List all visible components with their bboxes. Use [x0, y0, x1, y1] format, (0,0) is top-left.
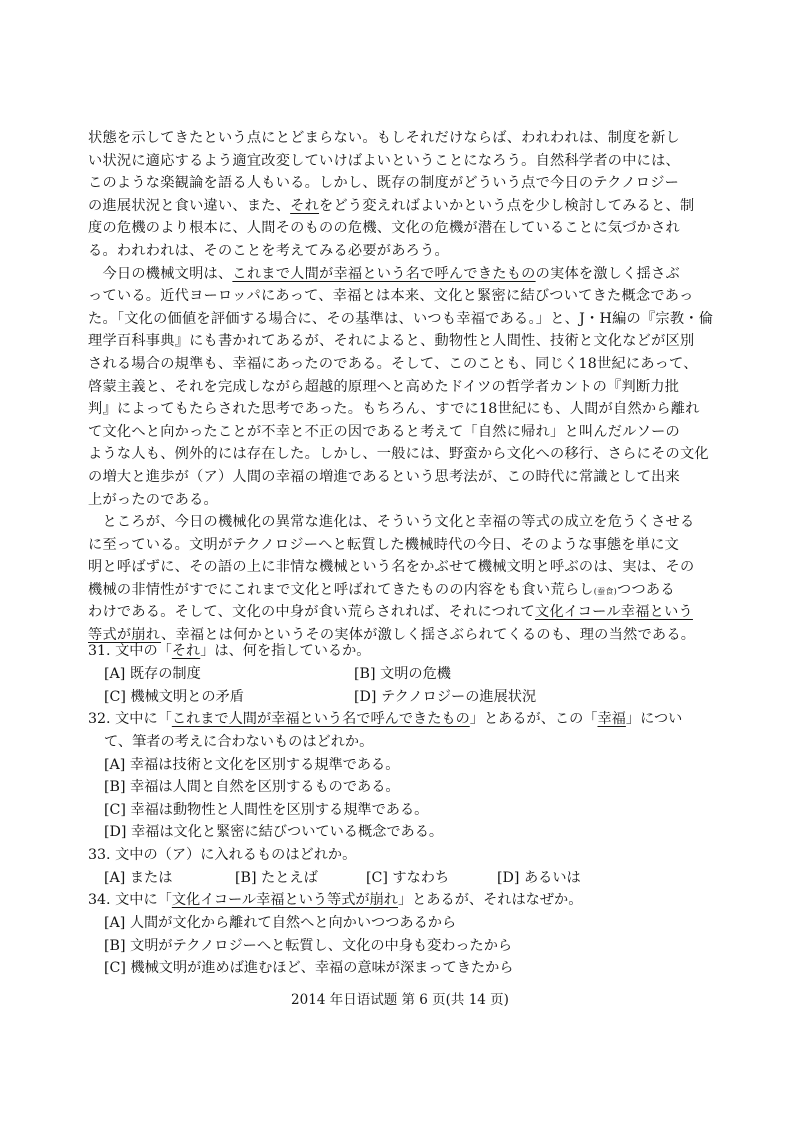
- passage-line: に至っている。文明がテクノロジーへと転質した機械時代の今日、そのような事態を単に文: [88, 536, 680, 553]
- options-row: [88, 663, 748, 686]
- option-34-a[interactable]: [A] 人間が文化から離れて自然へと向かいつつあるから: [104, 915, 457, 931]
- option-33-b[interactable]: [B] たとえば: [235, 869, 318, 886]
- underlined-phrase-happiness: これまで人間が幸福という名で呼んできたもの: [232, 265, 536, 282]
- passage-line: [88, 579, 728, 602]
- question-32: [88, 708, 748, 731]
- passage-line: 上がったのである。: [88, 491, 218, 508]
- passage-line: される場合の規準も、幸福にあったのである。そして、このことも、同じく18世紀にあって、: [88, 355, 698, 372]
- options-row: [88, 686, 748, 709]
- passage-line: た。「文化の価値を評価する場合に、その基準は、いつも幸福である。」と、J・H編の『宗教・倫: [88, 310, 714, 327]
- text: わけである。そして、文化の中身が食い荒らされれば、それにつれて: [88, 604, 535, 621]
- text: 32. 文中に「: [88, 711, 172, 727]
- text: 31. 文中の「: [88, 643, 172, 659]
- passage-line: ところが、今日の機械化の異常な進化は、そういう文化と幸福の等式の成立を危うくさせる: [88, 514, 695, 531]
- underlined-sore: それ: [171, 643, 201, 659]
- underlined-equation: 文化イコール幸福という等式が崩れ: [171, 892, 398, 908]
- option-33-a[interactable]: [A] または: [104, 869, 173, 886]
- passage-line: 判』によってもたらされた思考であった。もちろん、すでに18世紀にも、人間が自然から離れ: [88, 401, 700, 418]
- underlined-equation: 文化イコール幸福という: [535, 604, 693, 621]
- passage-line: 啓蒙主義と、それを完成しながら超越的原理へと高めたドイツの哲学者カントの『判断力批: [88, 378, 680, 395]
- passage-line: て文化へと向かったことが不幸と不正の因であると考えて「自然に帰れ」と叫んだルソーの: [88, 423, 680, 440]
- passage-line: 度の危機のより根本に、人間そのものの危機、文化の危機が潜在していることに気づかされ: [88, 220, 680, 237]
- passage-line: っている。近代ヨーロッパにあって、幸福とは本来、文化と緊密に結びついてきた概念であっ: [88, 288, 694, 305]
- questions-section: [88, 640, 748, 980]
- text: 」は、何を指しているか。: [200, 643, 371, 659]
- passage-line: 明と呼ばずに、その語の上に非情な機械という名をかぶせて機械文明と呼ぶのは、実は、その: [88, 559, 695, 576]
- options-row: [88, 867, 748, 890]
- option-32-d[interactable]: [D] 幸福は文化と緊密に結びついている概念である。: [104, 824, 444, 840]
- question-34: [88, 889, 748, 912]
- passage-line: の増大と進歩が（ア）人間の幸福の増進であるという思考法が、この時代に常識として出来: [88, 468, 680, 485]
- passage-line: [88, 263, 728, 286]
- option-34-c[interactable]: [C] 機械文明が進めば進むほど、幸福の意味が深まってきたから: [104, 960, 514, 976]
- text: の実体を激しく揺さぶ: [535, 265, 680, 282]
- option-31-d[interactable]: [D] テクノロジーの進展状況: [354, 688, 537, 705]
- reading-passage: [88, 127, 728, 647]
- text: つつある: [617, 581, 675, 598]
- option-32-a[interactable]: [A] 幸福は技術と文化を区別する規準である。: [104, 756, 400, 773]
- passage-line: [88, 601, 728, 624]
- question-33: 33. 文中の（ア）に入れるものはどれか。: [88, 846, 357, 863]
- question-32-continued: て、筆者の考えに合わないものはどれか。: [104, 734, 374, 750]
- passage-line: [88, 195, 728, 218]
- text: 機械の非情性がすでにこれまで文化と呼ばれてきたものの内容をも食い荒らし: [88, 581, 594, 598]
- text: 34. 文中に「: [88, 892, 172, 908]
- text: 」とあるが、この「: [469, 711, 598, 727]
- text: 」とあるが、それはなぜか。: [397, 892, 583, 908]
- passage-line: ような人も、例外的には存在した。しかし、一般には、野蛮から文化への移行、さらにその文化: [88, 446, 709, 463]
- text: 」につい: [625, 711, 683, 727]
- text: 、幸福とは何かというその実体が激しく揺さぶられてくるのも、理の当然である。: [161, 627, 696, 644]
- passage-line: る。われわれは、そのことを考えてみる必要があろう。: [88, 242, 449, 259]
- option-31-a[interactable]: [A] 既存の制度: [104, 666, 201, 682]
- page-footer: 2014 年日语试题 第 6 页(共 14 页): [291, 992, 509, 1008]
- option-33-c[interactable]: [C] すなわち: [366, 869, 450, 886]
- option-32-c[interactable]: [C] 幸福は動物性と人間性を区別する規準である。: [104, 801, 429, 818]
- option-34-b[interactable]: [B] 文明がテクノロジーへと転質し、文化の中身も変わったから: [104, 937, 513, 954]
- text: をどう変えればよいかという点を少し検討してみると、制: [319, 197, 695, 214]
- underlined-phrase-happiness: これまで人間が幸福という名で呼んできたもの: [171, 711, 470, 727]
- underlined-happiness: 幸福: [597, 711, 626, 727]
- underlined-equation-end: 等式が崩れ: [88, 627, 162, 644]
- option-31-b[interactable]: [B] 文明の危機: [354, 666, 451, 682]
- text: の進展状況と食い違い、また、: [88, 197, 291, 214]
- underlined-sore: それ: [290, 197, 320, 214]
- option-31-c[interactable]: [C] 機械文明との矛盾: [104, 688, 244, 705]
- text: 今日の機械文明は、: [88, 265, 233, 282]
- question-31: [88, 640, 748, 663]
- passage-line: このような楽観論を語る人もいる。しかし、既存の制度がどういう点で今日のテクノロジー: [88, 175, 680, 192]
- passage-line: 理学百科事典』にも書かれてあるが、それによると、動物性と人間性、技術と文化などが区別: [88, 333, 695, 350]
- option-33-d[interactable]: [D] あるいは: [497, 869, 581, 886]
- passage-line: い状況に適応するよう適宜改変していけばよいということになろう。自然科学者の中には、: [88, 152, 680, 169]
- ruby-note: (蚕食): [593, 586, 617, 596]
- passage-line: 状態を示してきたという点にとどまらない。もしそれだけならば、われわれは、制度を新し: [88, 130, 680, 146]
- option-32-b[interactable]: [B] 幸福は人間と自然を区別するものである。: [104, 779, 400, 795]
